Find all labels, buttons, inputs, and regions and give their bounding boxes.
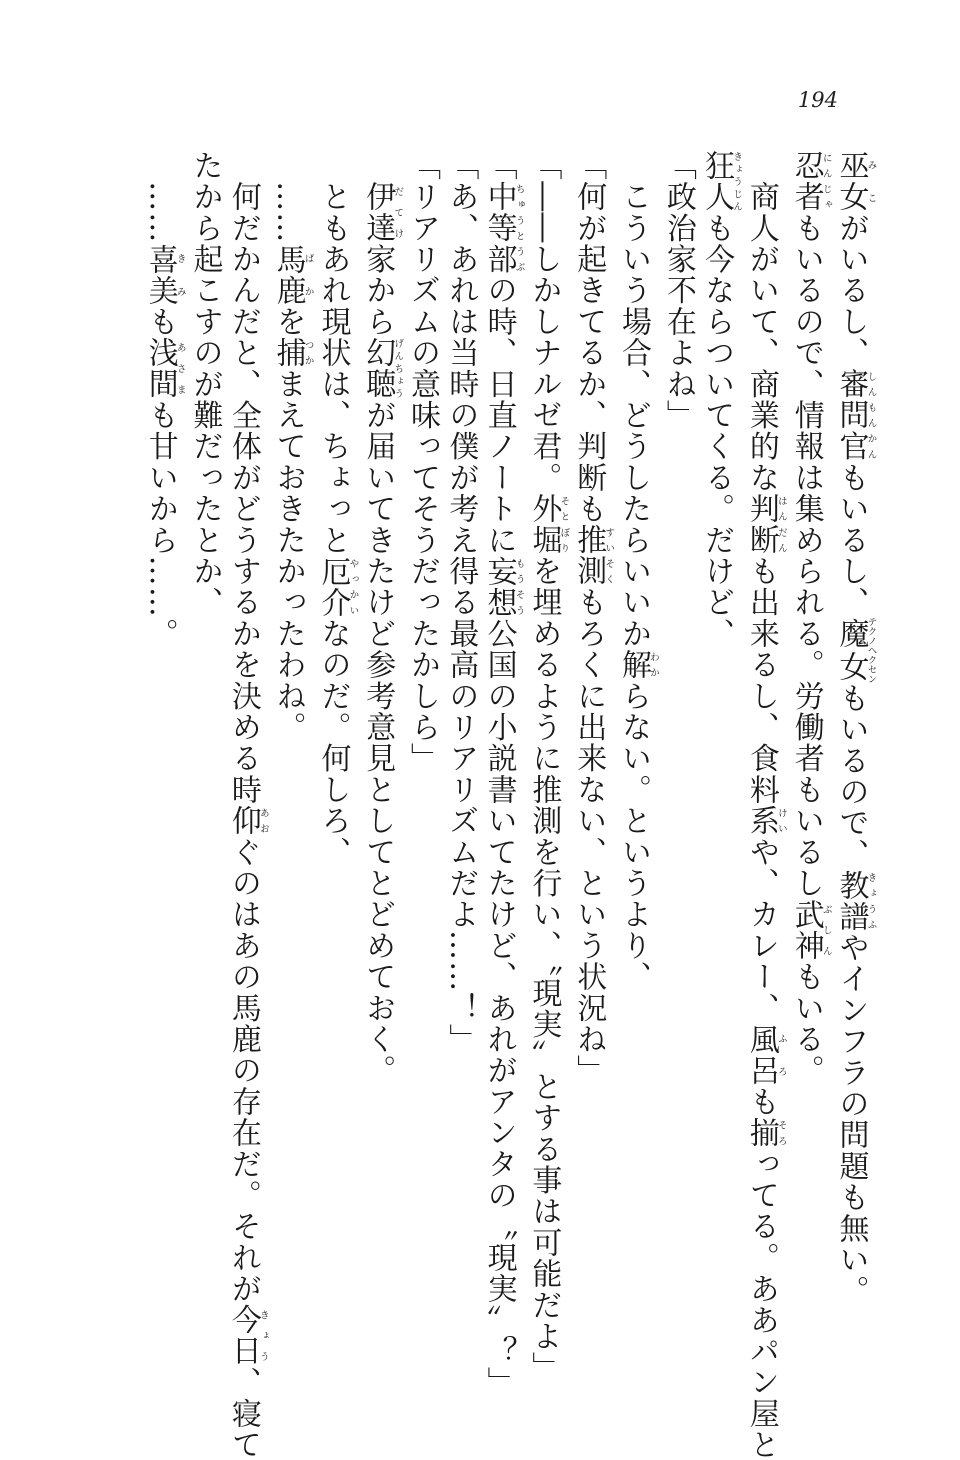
text-line [140, 150, 185, 1320]
ruby-reading: ちゅうとうぶ [513, 181, 525, 275]
text-segment: 、寝て [225, 1366, 261, 1460]
ruby-annotated-word [270, 337, 314, 369]
ruby-base: 判断 [743, 493, 779, 556]
ruby-reading: だてけ [392, 181, 404, 244]
text-segment: も [743, 1086, 779, 1118]
ruby-base: 浅間 [142, 337, 178, 400]
ruby-annotated-word [788, 898, 832, 962]
text-line [185, 150, 223, 1320]
ruby-reading: みこ [865, 150, 877, 213]
text-line [659, 150, 697, 1320]
ruby-annotated-word [743, 1023, 787, 1087]
ruby-reading: ぶしん [820, 898, 832, 962]
text-line [403, 150, 441, 1320]
text-line [224, 150, 269, 1460]
ruby-base: 系 [743, 805, 779, 837]
ruby-annotated-word [526, 493, 570, 556]
text-line [358, 150, 403, 1320]
ruby-base: 中等部 [481, 181, 517, 275]
ruby-annotated-word [225, 1304, 269, 1367]
text-segment [360, 150, 395, 181]
text-segment: こういう場合、どうしたらいいか [616, 150, 652, 650]
text-segment: …… [142, 150, 178, 244]
ruby-base: 揃 [743, 1117, 779, 1149]
text-segment: 商人がいて、商業的な [743, 150, 779, 494]
ruby-reading: ふろ [775, 1023, 787, 1087]
text-segment: 「何が起きてるか、判断も [571, 150, 607, 525]
text-segment: やインフラの問題も無い。 [833, 932, 869, 1307]
ruby-base: 厄介 [315, 555, 351, 619]
ruby-annotated-word [743, 493, 787, 556]
text-segment: もろくに出来ない、という状況ね」 [571, 586, 607, 1087]
ruby-base: 捕 [270, 337, 306, 369]
text-segment: まえておきたかったわね。 [270, 368, 306, 743]
vertical-text-body [106, 150, 877, 1460]
ruby-base: 忍者 [788, 150, 824, 213]
ruby-base: 仰 [225, 805, 261, 837]
ruby-base: 武神 [788, 898, 824, 962]
text-line [313, 150, 358, 1320]
ruby-base: 妄想 [481, 555, 517, 619]
ruby-annotated-word [833, 869, 877, 933]
text-segment: を [270, 306, 306, 338]
text-segment: 「政治家不在よね」 [660, 150, 696, 431]
ruby-annotated-word [481, 181, 525, 275]
text-line [742, 150, 787, 1460]
text-segment: もいる。 [788, 961, 824, 1087]
text-segment: がいるし、 [833, 212, 869, 369]
ruby-annotated-word [743, 805, 787, 837]
ruby-reading: きょうじん [731, 150, 743, 213]
text-line [524, 150, 570, 1384]
ruby-annotated-word [571, 524, 615, 587]
text-segment: たから起こすのが難だったとか、 [187, 150, 223, 618]
ruby-reading: やっかい [347, 555, 359, 619]
ruby-base: 外堀 [526, 493, 562, 556]
ruby-reading: あさま [174, 337, 186, 400]
text-segment: ってる。ああパン屋と [743, 1148, 779, 1460]
ruby-base: 審問官 [833, 368, 869, 463]
text-segment: 家から [360, 243, 396, 338]
ruby-annotated-word [360, 181, 404, 244]
ruby-base: 風呂 [743, 1023, 779, 1087]
ruby-reading: あお [257, 805, 269, 837]
ruby-annotated-word [315, 555, 359, 619]
ruby-base: 狂人 [699, 150, 735, 213]
ruby-base: 推測 [571, 524, 607, 587]
text-segment: が届いてきたけど参考意見としてとどめておく。 [360, 399, 396, 1087]
text-segment: ともあれ現状は、ちょっと [315, 150, 351, 556]
ruby-reading: そろ [775, 1117, 787, 1149]
text-segment: 公国の小説書いてたけど、あれがアンタの〝現実〟？」 [481, 618, 517, 1399]
ruby-reading: わか [648, 649, 660, 681]
text-segment: も出来るし、食料 [743, 555, 779, 806]
ruby-reading: けい [775, 805, 787, 837]
text-line [786, 150, 831, 1320]
text-segment: ぐのはあの馬鹿の存在だ。それが [225, 836, 261, 1305]
ruby-reading: にんじゃ [820, 150, 832, 213]
ruby-reading: そとぼり [558, 493, 570, 556]
text-line [614, 150, 659, 1320]
ruby-annotated-word [699, 150, 743, 213]
text-segment: もいるので、情報は集められる。労働者もいるし [788, 212, 824, 899]
text-line [569, 150, 614, 1320]
ruby-annotated-word [743, 1117, 787, 1149]
ruby-base: 今日 [225, 1304, 261, 1367]
text-segment: も甘いから……。 [142, 399, 178, 650]
ruby-base: 馬鹿 [270, 243, 306, 307]
page-number: 194 [797, 88, 838, 112]
ruby-annotated-word [142, 337, 186, 400]
ruby-annotated-word [616, 649, 660, 681]
ruby-base: 幻聴 [360, 337, 396, 400]
text-segment: らない。というより、 [616, 680, 652, 993]
text-segment: も [142, 306, 178, 338]
text-line [479, 150, 525, 1399]
ruby-annotated-word [833, 150, 877, 213]
ruby-reading: ばか [302, 243, 314, 307]
text-segment: 「あ、あれは当時の僕が考え得る最高のリアリズムだよ……！」 [443, 150, 479, 1055]
ruby-annotated-word [270, 243, 314, 307]
ruby-reading: はんだん [775, 493, 787, 556]
ruby-reading: つか [302, 337, 314, 369]
ruby-annotated-word [225, 805, 269, 837]
ruby-annotated-word [788, 150, 832, 213]
text-segment: 何だかんだと、全体がどうするかを決める時 [225, 150, 261, 806]
ruby-annotated-word [142, 243, 186, 307]
ruby-base: 伊達 [360, 181, 396, 244]
ruby-base: 解 [616, 649, 652, 681]
ruby-reading: すいそく [603, 524, 615, 587]
ruby-reading: げんちょう [392, 337, 404, 400]
ruby-reading: しんもんかん [865, 368, 877, 463]
ruby-annotated-word [833, 617, 877, 684]
ruby-reading: テクノヘクセン [865, 617, 877, 684]
ruby-reading: きみ [174, 243, 186, 307]
text-segment: の時、日直ノートに [481, 274, 517, 556]
text-line [441, 150, 479, 1320]
text-segment: 「――しかしナルゼ君。 [526, 150, 562, 494]
text-segment: 「 [481, 150, 517, 182]
ruby-annotated-word [833, 368, 877, 463]
text-segment: もいるので、 [833, 682, 869, 870]
text-segment: 「リアリズムの意味ってそうだったかしら」 [405, 150, 441, 774]
ruby-base: 教譜 [833, 869, 869, 933]
text-segment: も今ならついてくる。だけど、 [699, 212, 735, 650]
ruby-base: 魔女 [833, 617, 869, 684]
text-line [831, 150, 876, 1320]
ruby-annotated-word [360, 337, 404, 400]
text-segment: …… [270, 150, 306, 244]
ruby-base: 巫女 [833, 150, 869, 213]
ruby-reading: もうそう [513, 555, 525, 619]
text-segment: もいるし、 [833, 462, 869, 619]
ruby-reading: きょうふ [865, 869, 877, 933]
text-segment: や、カレー、 [743, 836, 779, 1024]
text-line [268, 150, 313, 1320]
text-segment: を埋めるように推測を行い、〝現実〟とする事は可能だよ」 [526, 555, 562, 1384]
ruby-reading: きょう [257, 1304, 269, 1367]
text-segment: なのだ。何しろ、 [315, 618, 351, 868]
ruby-base: 喜美 [142, 243, 178, 307]
text-line [697, 150, 742, 1320]
ruby-annotated-word [481, 555, 525, 619]
